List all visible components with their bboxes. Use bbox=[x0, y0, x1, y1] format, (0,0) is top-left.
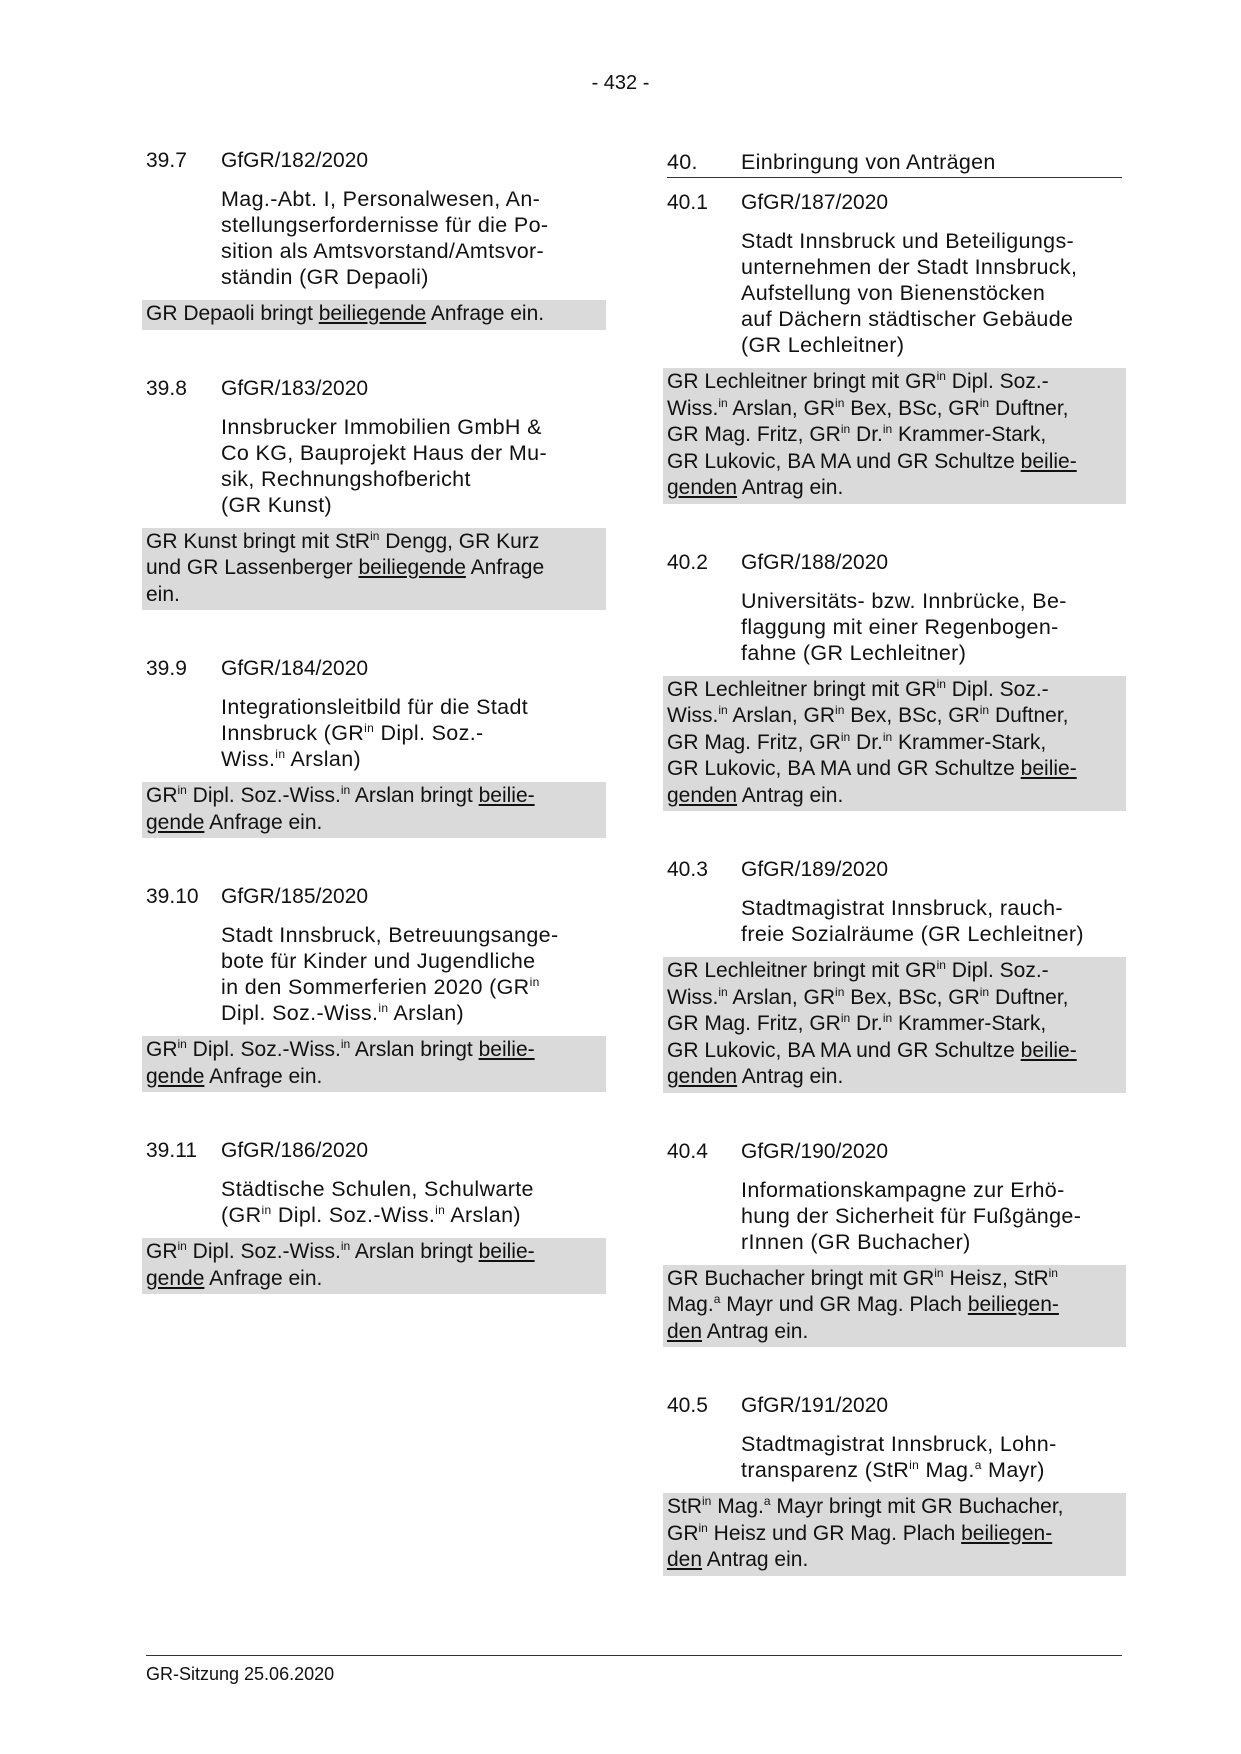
item-title: Informationskampagne zur Erhö- hung der Sicherheit für Fußgänge- rInnen (GR Buchacher) bbox=[741, 1177, 1082, 1254]
agenda-item-header bbox=[146, 884, 602, 910]
item-action-note: GR Buchacher bringt mit $GR^{in}$ Heisz, StR$^{in}$ Mag.$^a$ Mayr und GR Mag. Plach beiliegen- den Antrag ein. bbox=[663, 1265, 1126, 1348]
item-action-note: GR Lechleitner bringt mit $GR^{in}$ Dipl. Soz.- Wiss.$^{in}$ Arslan, $GR^{in}$ Bex, BSc, $GR^{in}$ Duftner, GR Mag. Fritz, $GR^{in}$ Dr.$^{in}$ Krammer-Stark, GR Lukovic, BA MA und GR Schultze beilie- genden Antrag ein. bbox=[663, 368, 1126, 504]
item-action-note: GR Lechleitner bringt mit $GR^{in}$ Dipl. Soz.- Wiss.$^{in}$ Arslan, $GR^{in}$ Bex, BSc, $GR^{in}$ Duftner, GR Mag. Fritz, $GR^{in}$ Dr.$^{in}$ Krammer-Stark, GR Lukovic, BA MA und GR Schultze beilie- genden Antrag ein. bbox=[663, 676, 1126, 812]
item-title: Stadtmagistrat Innsbruck, Lohn- transparenz (StR$^{in}$ Mag.$^a$ Mayr) bbox=[741, 1432, 1057, 1482]
item-action-note: StR$^{in}$ Mag.$^a$ Mayr bringt mit GR Buchacher, $GR^{in}$ Heisz und GR Mag. Plach beiliegen- den Antrag ein. bbox=[663, 1493, 1126, 1576]
section-number: 40. bbox=[667, 150, 698, 174]
agenda-item-header bbox=[667, 1139, 1122, 1165]
right-entries bbox=[667, 190, 1122, 1576]
item-title: Integrationsleitbild für die Stadt Innsbruck ($GR^{in}$ Dipl. Soz.- Wiss.$^{in}$ Arslan) bbox=[221, 695, 529, 771]
item-code: GfGR/191/2020 bbox=[741, 1394, 889, 1417]
item-number: 39.8 bbox=[146, 376, 187, 400]
page-number: - 432 - bbox=[591, 72, 650, 94]
item-action-note: $GR^{in}$ Dipl. Soz.-Wiss.$^{in}$ Arslan bringt beilie- gende Anfrage ein. bbox=[142, 1238, 606, 1294]
item-number: 40.5 bbox=[667, 1394, 708, 1417]
agenda-item bbox=[667, 857, 1122, 1093]
agenda-item-header bbox=[146, 1138, 602, 1164]
item-number: 39.9 bbox=[146, 657, 187, 680]
item-title: Stadt Innsbruck, Betreuungsange- bote für Kinder und Jugendliche in den Sommerferien 2020 ($GR^{in}$ Dipl. Soz.-Wiss.$^{in}$ Arslan) bbox=[221, 923, 559, 1025]
item-action-note: GR Lechleitner bringt mit $GR^{in}$ Dipl. Soz.- Wiss.$^{in}$ Arslan, $GR^{in}$ Bex, BSc, $GR^{in}$ Duftner, GR Mag. Fritz, $GR^{in}$ Dr.$^{in}$ Krammer-Stark, GR Lukovic, BA MA und GR Schultze beilie- genden Antrag ein. bbox=[663, 957, 1126, 1093]
agenda-item-header bbox=[667, 1393, 1122, 1419]
section-heading bbox=[667, 148, 1122, 178]
agenda-item bbox=[667, 190, 1122, 504]
item-title: Mag.-Abt. I, Personalwesen, An- stellungserfordernisse für die Po- sition als Amtsvorstand/Amtsvor- ständin (GR Depaoli) bbox=[221, 187, 549, 289]
agenda-item bbox=[667, 1393, 1122, 1576]
agenda-item-header bbox=[146, 376, 602, 402]
item-title: Stadtmagistrat Innsbruck, rauch- freie Sozialräume (GR Lechleitner) bbox=[741, 896, 1084, 946]
agenda-item-header bbox=[146, 148, 602, 174]
item-number: 39.10 bbox=[146, 885, 199, 908]
agenda-item-header bbox=[667, 857, 1122, 883]
item-code: GfGR/183/2020 bbox=[221, 376, 369, 400]
agenda-item bbox=[146, 656, 602, 838]
item-code: GfGR/189/2020 bbox=[741, 858, 889, 881]
footer-text: GR-Sitzung 25.06.2020 bbox=[146, 1664, 335, 1684]
item-title: Universitäts- bzw. Innbrücke, Be- flaggung mit einer Regenbogen- fahne (GR Lechleitner) bbox=[741, 588, 1067, 665]
item-action-note: $GR^{in}$ Dipl. Soz.-Wiss.$^{in}$ Arslan bringt beilie- gende Anfrage ein. bbox=[142, 1036, 606, 1092]
right-column bbox=[667, 148, 1122, 1622]
item-number: 39.7 bbox=[146, 149, 187, 172]
item-action-note: GR Depaoli bringt beiliegende Anfrage ein. bbox=[142, 300, 606, 330]
item-number: 40.4 bbox=[667, 1139, 708, 1163]
agenda-item bbox=[667, 550, 1122, 812]
item-title: Städtische Schulen, Schulwarte ($GR^{in}$ Dipl. Soz.-Wiss.$^{in}$ Arslan) bbox=[221, 1177, 534, 1227]
item-code: GfGR/186/2020 bbox=[221, 1139, 369, 1162]
agenda-item bbox=[146, 1138, 602, 1294]
agenda-item bbox=[146, 376, 602, 611]
item-number: 40.1 bbox=[667, 191, 708, 214]
item-title: Innsbrucker Immobilien GmbH & Co KG, Bauprojekt Haus der Mu- sik, Rechnungshofbericht (GR Kunst) bbox=[221, 414, 547, 517]
item-code: GfGR/188/2020 bbox=[741, 550, 889, 574]
item-code: GfGR/187/2020 bbox=[741, 191, 889, 214]
item-number: 40.2 bbox=[667, 550, 708, 574]
agenda-item-header bbox=[146, 656, 602, 682]
footer-rule bbox=[146, 1655, 1122, 1656]
item-title: Stadt Innsbruck und Beteiligungs- unternehmen der Stadt Innsbruck, Aufstellung von Bienenstöcken auf Dächern städtischer Gebäude (GR Lechleitner) bbox=[741, 229, 1078, 357]
item-code: GfGR/190/2020 bbox=[741, 1139, 889, 1163]
item-action-note: GR Kunst bringt mit StR$^{in}$ Dengg, GR Kurz und GR Lassenberger beiliegende Anfrage ein. bbox=[142, 528, 606, 611]
item-code: GfGR/185/2020 bbox=[221, 885, 369, 908]
section-title: Einbringung von Anträgen bbox=[741, 150, 996, 174]
item-number: 40.3 bbox=[667, 858, 708, 881]
agenda-item-header bbox=[667, 190, 1122, 216]
item-code: GfGR/184/2020 bbox=[221, 657, 369, 680]
item-code: GfGR/182/2020 bbox=[221, 149, 369, 172]
agenda-item bbox=[146, 884, 602, 1092]
agenda-item-header bbox=[667, 550, 1122, 576]
agenda-item bbox=[146, 148, 602, 330]
item-action-note: $GR^{in}$ Dipl. Soz.-Wiss.$^{in}$ Arslan bringt beilie- gende Anfrage ein. bbox=[142, 782, 606, 838]
left-column bbox=[146, 148, 602, 1340]
agenda-item bbox=[667, 1139, 1122, 1348]
item-number: 39.11 bbox=[146, 1139, 197, 1162]
